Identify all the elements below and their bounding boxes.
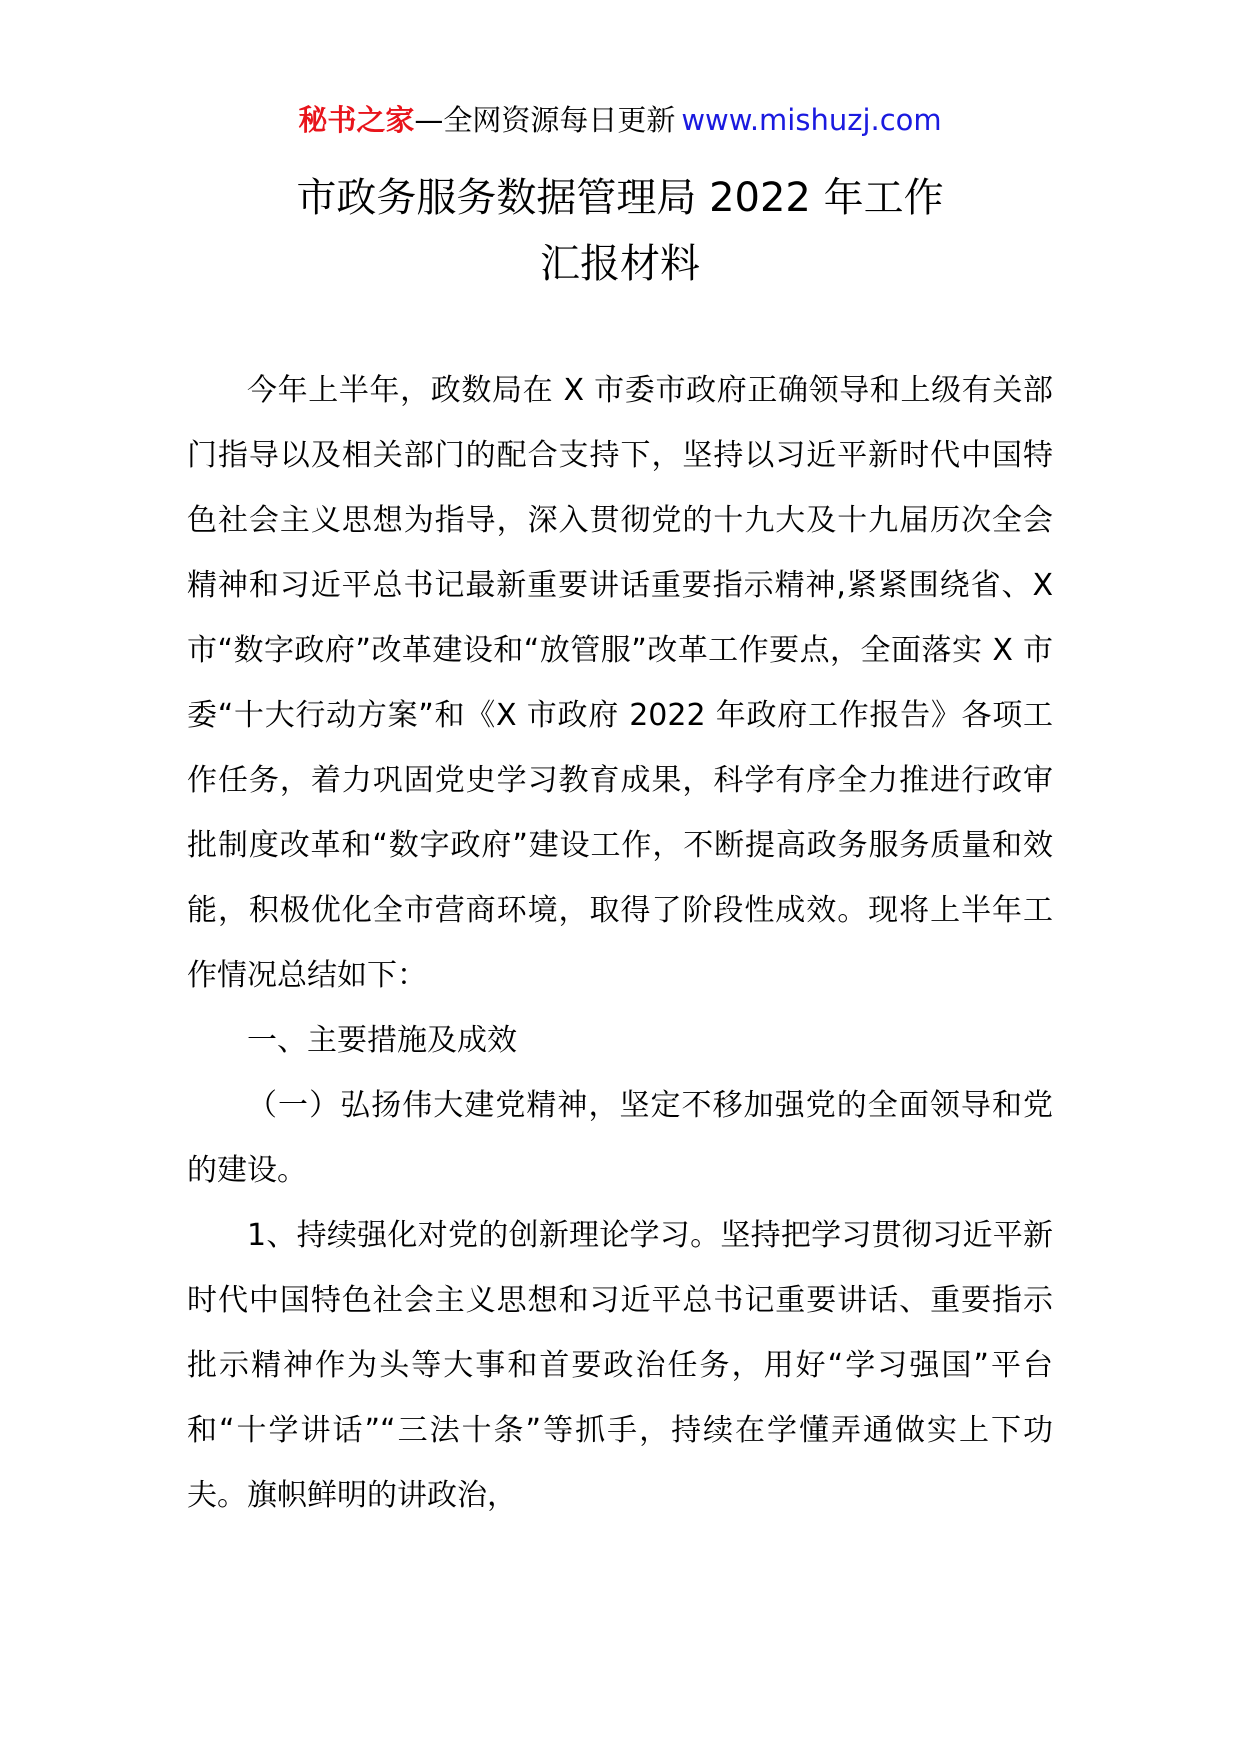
brand-name: 秘书之家 [298,103,415,137]
banner-tagline: —全网资源每日更新 [414,103,676,137]
title-line-1: 市政务服务数据管理局 2022 年工作 [296,175,944,221]
item-paragraph: 1、持续强化对党的创新理论学习。坚持把学习贯彻习近平新时代中国特色社会主义思想和习近平总书记重要讲话、重要指示批示精神作为头等大事和首要政治任务，用好“学习强国”平台和“十学讲话”“三法十条”等抓手，持续在学懂弄通做实上下功夫。旗帜鲜明的讲政治， [187,1218,1053,1513]
intro-paragraph: 今年上半年，政数局在 X 市委市政府正确领导和上级有关部门指导以及相关部门的配合支持下，坚持以习近平新时代中国特色社会主义思想为指导，深入贯彻党的十九大及十九届历次全会精神和习近平总书记最新重要讲话重要指示精神,紧紧围绕省、X 市“数字政府”改革建设和“放管服”改革工作要点，全面落实 X 市委“十大行动方案”和《X 市政府 2022 年政府工作报告》各项工作任务，着力巩固党史学习教育成果，科学有序全力推进行政审批制度改革和“数字政府”建设工作，不断提高政务服务质量和效能，积极优化全市营商环境，取得了阶段性成效。现将上半年工作情况总结如下： [187,373,1053,993]
document-title [0,165,1240,297]
site-url-link[interactable]: www.mishuzj.com [681,103,942,137]
subsection-heading: （一）弘扬伟大建党精神，坚定不移加强党的全面领导和党的建设。 [187,1088,1053,1188]
document-body [187,358,1053,1528]
title-line-2: 汇报材料 [540,241,700,287]
section-heading: 一、主要措施及成效 [247,1023,517,1058]
site-banner [0,100,1240,140]
